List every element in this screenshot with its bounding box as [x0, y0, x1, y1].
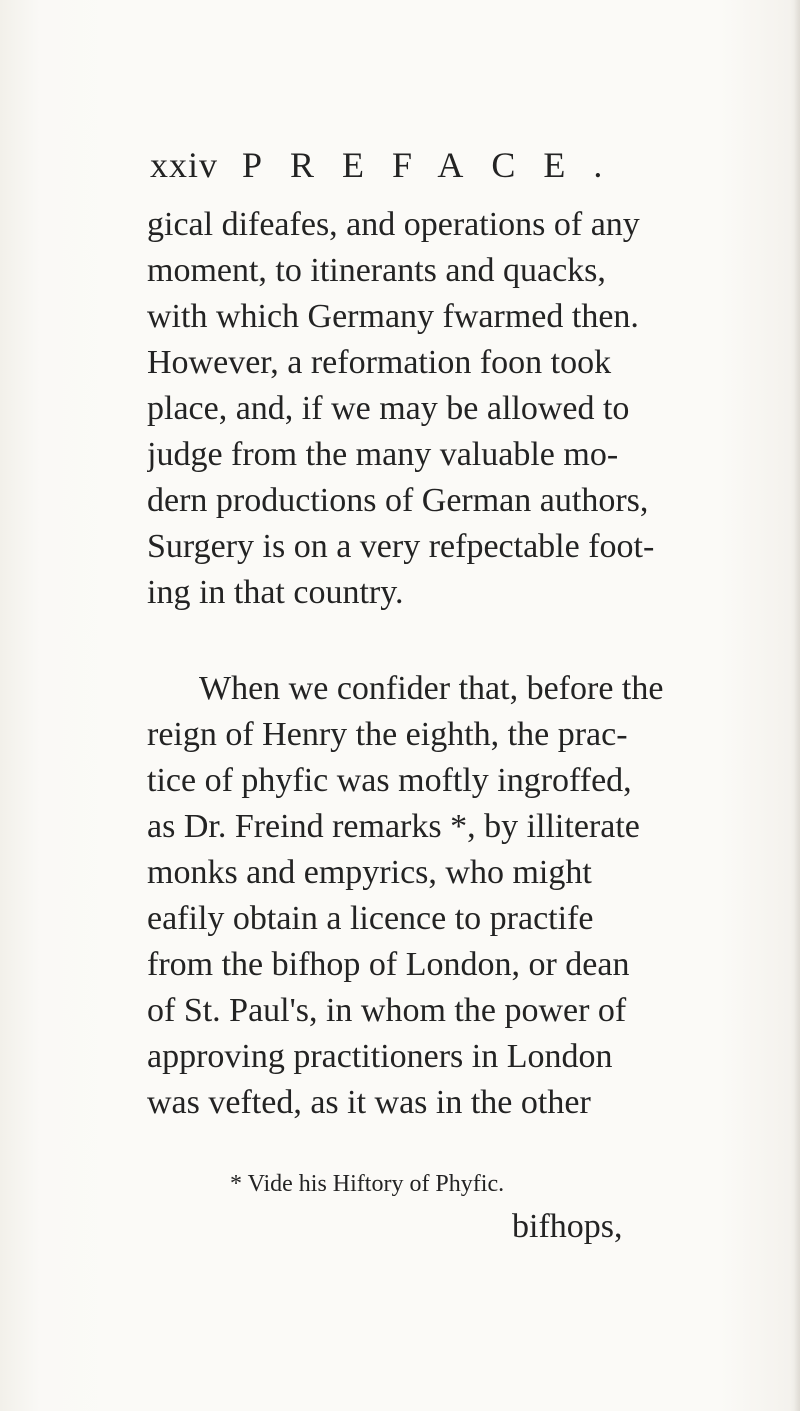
page-number: xxiv — [150, 145, 219, 185]
running-title: PREFACE. — [242, 145, 631, 185]
text-line: However, a reformation foon took — [147, 344, 612, 381]
text-line: gical difeafes, and operations of any — [147, 206, 640, 243]
text-line: reign of Henry the eighth, the prac- — [147, 716, 628, 753]
page-header — [150, 140, 750, 190]
text-line: When we confider that, before the — [199, 670, 664, 707]
text-line: as Dr. Freind remarks *, by illiterate — [147, 808, 640, 845]
text-line: tice of phyfic was moftly ingroffed, — [147, 762, 632, 799]
text-line: eafily obtain a licence to practife — [147, 900, 594, 937]
text-line: Surgery is on a very refpectable foot- — [147, 528, 655, 565]
text-line: ing in that country. — [147, 574, 404, 611]
page-edge-shadow — [794, 0, 800, 1411]
text-line: place, and, if we may be allowed to — [147, 390, 630, 427]
main-text — [147, 202, 717, 1126]
text-line: approving practitioners in London — [147, 1038, 613, 1075]
text-line: judge from the many valuable mo- — [147, 436, 619, 473]
text-line: moment, to itinerants and quacks, — [147, 252, 606, 289]
text-line: from the bifhop of London, or dean — [147, 946, 630, 983]
text-line: monks and empyrics, who might — [147, 854, 592, 891]
text-line: dern productions of German authors, — [147, 482, 649, 519]
catchword: bifhops, — [512, 1208, 623, 1245]
footnote: * Vide his Hiftory of Phyfic. — [230, 1171, 505, 1197]
text-line: was vefted, as it was in the other — [147, 1084, 591, 1121]
paragraph-gap — [147, 616, 717, 666]
text-line: with which Germany fwarmed then. — [147, 298, 639, 335]
text-line: of St. Paul's, in whom the power of — [147, 992, 627, 1029]
